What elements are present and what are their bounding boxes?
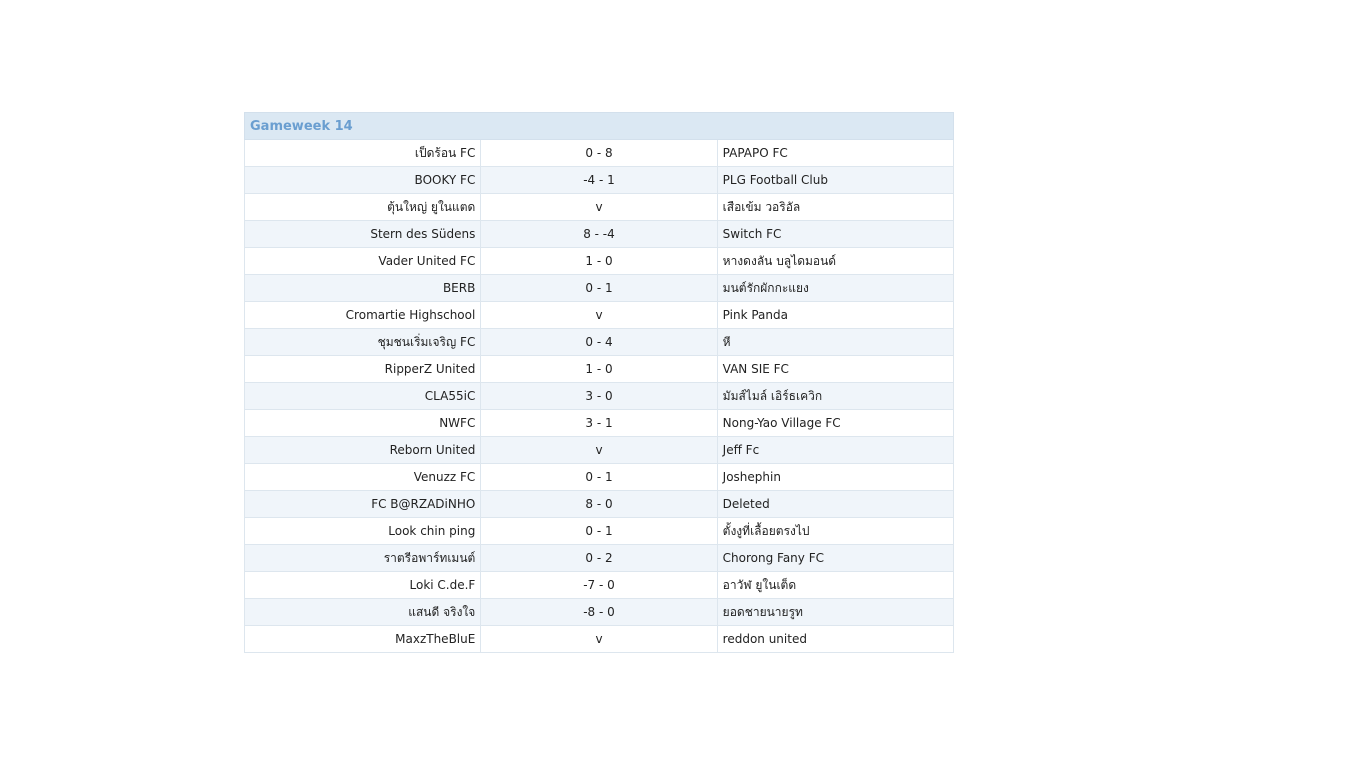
fixture-row <box>245 464 954 491</box>
home-team: เป็ดร้อน FC <box>245 140 481 167</box>
fixture-row <box>245 140 954 167</box>
match-score: v <box>481 437 717 464</box>
home-team: BOOKY FC <box>245 167 481 194</box>
away-team: Pink Panda <box>717 302 953 329</box>
home-team: Venuzz FC <box>245 464 481 491</box>
fixture-row <box>245 518 954 545</box>
match-score: 1 - 0 <box>481 248 717 275</box>
away-team: Chorong Fany FC <box>717 545 953 572</box>
fixture-row <box>245 599 954 626</box>
away-team: Jeff Fc <box>717 437 953 464</box>
home-team: Loki C.de.F <box>245 572 481 599</box>
match-score: -4 - 1 <box>481 167 717 194</box>
away-team: Switch FC <box>717 221 953 248</box>
home-team: Stern des Südens <box>245 221 481 248</box>
match-score: 0 - 4 <box>481 329 717 356</box>
fixtures-list <box>245 140 954 653</box>
match-score: -7 - 0 <box>481 572 717 599</box>
fixture-row <box>245 410 954 437</box>
away-team: PLG Football Club <box>717 167 953 194</box>
away-team: Deleted <box>717 491 953 518</box>
match-score: 0 - 1 <box>481 464 717 491</box>
fixtures-table <box>244 112 954 653</box>
match-score: 0 - 8 <box>481 140 717 167</box>
home-team: FC B@RZADiNHO <box>245 491 481 518</box>
match-score: v <box>481 302 717 329</box>
home-team: Cromartie Highschool <box>245 302 481 329</box>
fixture-row <box>245 572 954 599</box>
match-score: v <box>481 194 717 221</box>
match-score: v <box>481 626 717 653</box>
match-score: 8 - -4 <box>481 221 717 248</box>
fixture-row <box>245 275 954 302</box>
home-team: แสนดี จริงใจ <box>245 599 481 626</box>
home-team: Look chin ping <box>245 518 481 545</box>
away-team: มนต์รักผักกะแยง <box>717 275 953 302</box>
fixture-row <box>245 626 954 653</box>
away-team: ตั้งงูที่เลื้อยตรงไป <box>717 518 953 545</box>
home-team: Vader United FC <box>245 248 481 275</box>
match-score: 8 - 0 <box>481 491 717 518</box>
match-score: 0 - 1 <box>481 518 717 545</box>
match-score: 0 - 1 <box>481 275 717 302</box>
fixture-row <box>245 491 954 518</box>
away-team: ยอดชายนายรูท <box>717 599 953 626</box>
away-team: PAPAPO FC <box>717 140 953 167</box>
home-team: ชุมชนเริ่มเจริญ FC <box>245 329 481 356</box>
away-team: อาวัฬ ยูในเต็ด <box>717 572 953 599</box>
fixture-row <box>245 356 954 383</box>
home-team: Reborn United <box>245 437 481 464</box>
fixture-row <box>245 248 954 275</box>
away-team: มัมส์ไมล์ เอิร์ธเควิก <box>717 383 953 410</box>
away-team: เสือเข้ม วอริอัล <box>717 194 953 221</box>
match-score: 3 - 0 <box>481 383 717 410</box>
home-team: BERB <box>245 275 481 302</box>
away-team: Nong-Yao Village FC <box>717 410 953 437</box>
fixture-row <box>245 302 954 329</box>
fixture-row <box>245 221 954 248</box>
match-score: 3 - 1 <box>481 410 717 437</box>
home-team: MaxzTheBluE <box>245 626 481 653</box>
gameweek-header-row <box>245 113 954 140</box>
home-team: CLA55iC <box>245 383 481 410</box>
home-team: RipperZ United <box>245 356 481 383</box>
away-team: reddon united <box>717 626 953 653</box>
away-team: หางดงลัน บลูไดมอนด์ <box>717 248 953 275</box>
away-team: VAN SIE FC <box>717 356 953 383</box>
fixture-row <box>245 167 954 194</box>
away-team: Joshephin <box>717 464 953 491</box>
match-score: 1 - 0 <box>481 356 717 383</box>
home-team: ตุ้นใหญ่ ยูในแตด <box>245 194 481 221</box>
home-team: ราตรีอพาร์ทเมนต์ <box>245 545 481 572</box>
match-score: -8 - 0 <box>481 599 717 626</box>
match-score: 0 - 2 <box>481 545 717 572</box>
fixture-row <box>245 383 954 410</box>
fixture-row <box>245 545 954 572</box>
fixture-row <box>245 437 954 464</box>
fixture-row <box>245 329 954 356</box>
home-team: NWFC <box>245 410 481 437</box>
gameweek-title: Gameweek 14 <box>245 113 954 140</box>
fixture-row <box>245 194 954 221</box>
away-team: หี <box>717 329 953 356</box>
